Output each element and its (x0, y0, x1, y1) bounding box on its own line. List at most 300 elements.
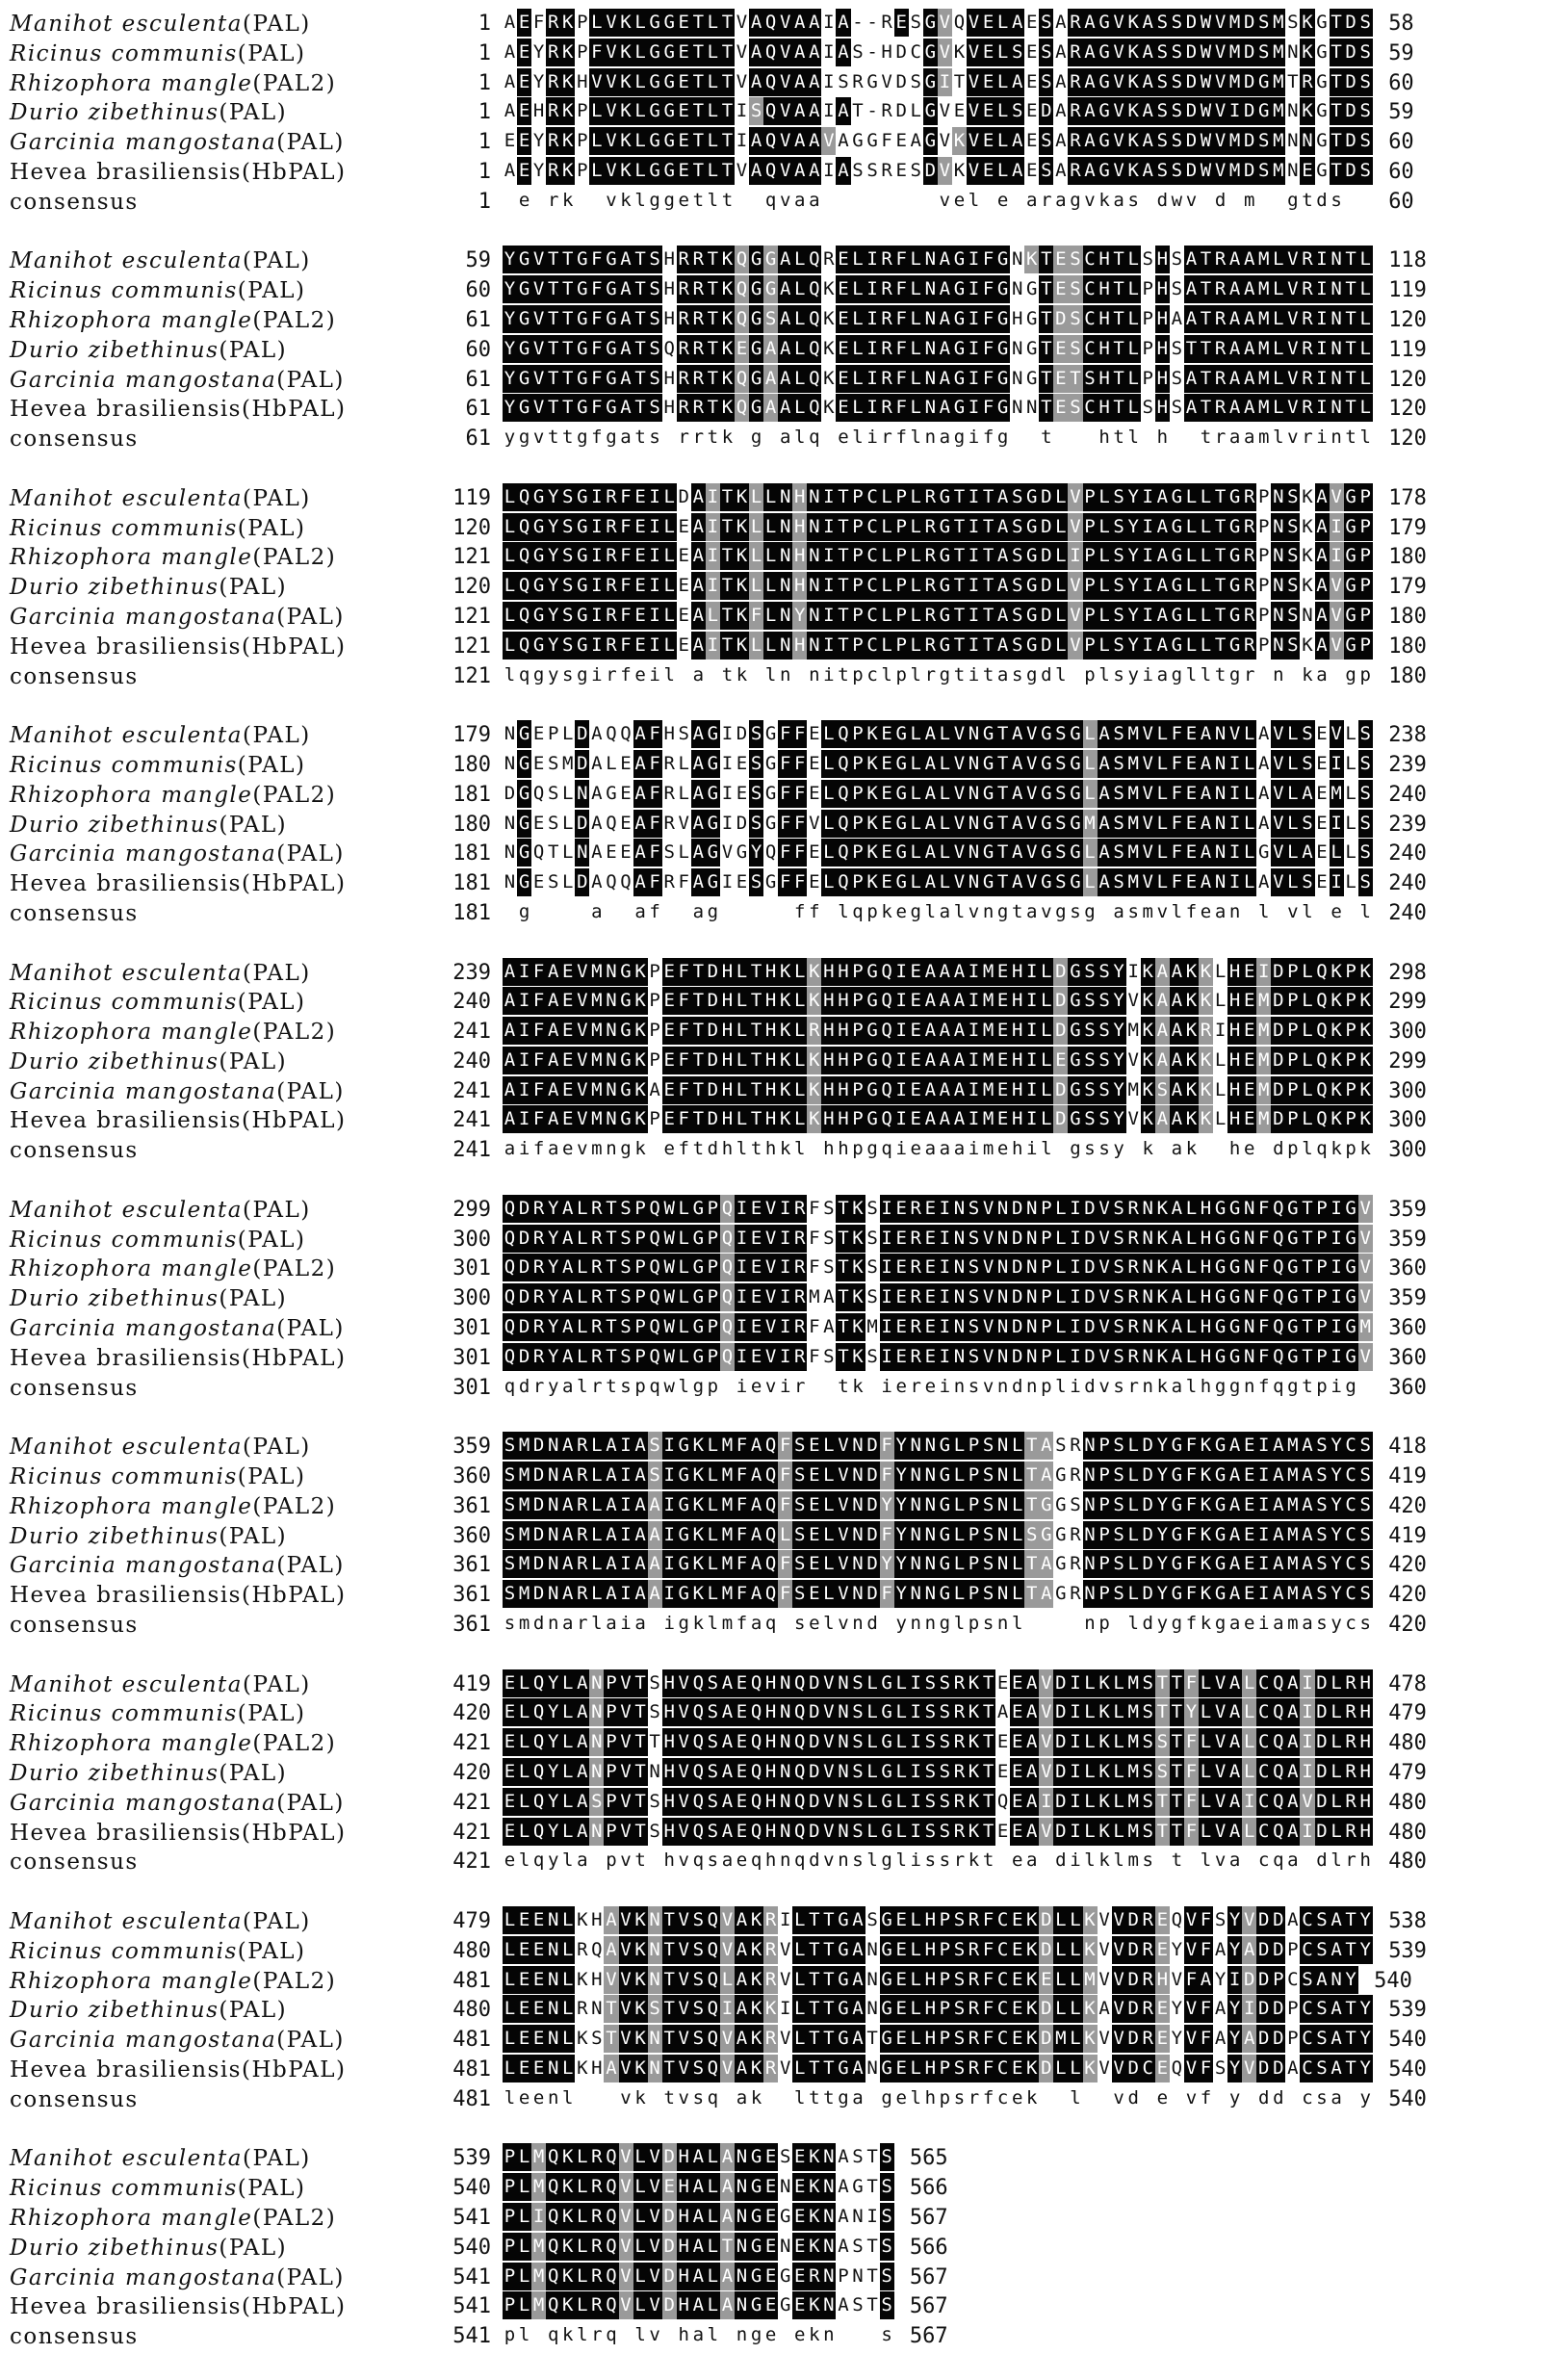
residue: L (503, 483, 517, 511)
residue: A (1083, 68, 1098, 96)
residue: N (648, 1758, 662, 1786)
residue: G (604, 275, 618, 303)
residue: I (720, 810, 735, 838)
residue: D (575, 810, 589, 838)
residue: S (503, 1521, 517, 1549)
residue: A (633, 868, 648, 896)
gene-tag: (PAL) (276, 367, 345, 393)
residue: E (894, 1966, 909, 1994)
residue: A (1227, 1462, 1242, 1489)
residue: E (1010, 1669, 1024, 1697)
residue: L (706, 127, 720, 155)
residue: E (531, 720, 546, 748)
residue: E (517, 2025, 531, 2053)
residue: E (1010, 1995, 1024, 2023)
residue: L (575, 1343, 589, 1371)
species-name (10, 1080, 345, 1103)
consensus-residue (1256, 187, 1271, 215)
residue: T (1344, 335, 1358, 363)
residue: E (981, 127, 995, 155)
residue: S (1068, 275, 1082, 303)
residue: Y (1170, 1995, 1184, 2023)
residue: K (691, 1580, 706, 1608)
residue: T (851, 97, 865, 125)
residue: M (1256, 305, 1271, 333)
residue: L (575, 2143, 589, 2171)
residue: A (1300, 839, 1314, 867)
residue: S (1155, 9, 1170, 37)
residue: D (1010, 1283, 1024, 1311)
residue: K (1155, 1313, 1170, 1341)
residue: E (749, 1313, 763, 1341)
sequence-row (10, 1490, 1545, 1520)
residue: T (720, 39, 735, 66)
residue: E (517, 1906, 531, 1934)
residue: P (633, 1343, 648, 1371)
residue: G (894, 780, 909, 808)
residue-track (503, 1728, 1373, 1756)
residue: T (1330, 157, 1344, 185)
residue: F (1184, 1788, 1199, 1816)
residue: H (923, 2025, 938, 2053)
residue: R (604, 542, 618, 570)
residue: Q (807, 305, 821, 333)
residue: K (807, 2203, 821, 2231)
residue: E (880, 810, 894, 838)
consensus-residue (735, 187, 749, 215)
residue: A (923, 1017, 938, 1045)
residue: P (894, 542, 909, 570)
residue: S (619, 1343, 633, 1371)
residue: L (1184, 1283, 1199, 1311)
residue: A (1256, 780, 1271, 808)
residue: A (633, 810, 648, 838)
consensus-residue: s (1098, 1138, 1110, 1160)
residue: A (1300, 1491, 1314, 1519)
residue: A (589, 780, 604, 808)
residue: S (1170, 246, 1184, 273)
alignment-block (10, 245, 1545, 453)
residue: D (1083, 1195, 1098, 1223)
residue: K (1184, 958, 1199, 986)
residue: D (1010, 1343, 1024, 1371)
end-position: 240 (1388, 871, 1427, 896)
residue: R (952, 1728, 967, 1756)
residue: T (836, 542, 850, 570)
residue: L (1083, 1818, 1098, 1846)
residue: T (720, 157, 735, 185)
residue: H (677, 2173, 691, 2201)
residue: H (1010, 1105, 1024, 1133)
species-name (10, 279, 306, 302)
residue: S (1155, 39, 1170, 66)
residue: D (1126, 1995, 1141, 2023)
species-name (10, 131, 345, 154)
residue: E (894, 1254, 909, 1281)
residue: G (1024, 542, 1039, 570)
residue: L (865, 1669, 880, 1697)
residue-track (503, 483, 1373, 511)
residue: L (1098, 542, 1112, 570)
residue: E (517, 157, 531, 185)
residue: V (619, 2233, 633, 2261)
residue: L (560, 1728, 575, 1756)
residue: N (836, 1669, 850, 1697)
residue: T (807, 1906, 821, 1934)
consensus-residue: q (649, 1375, 660, 1397)
residue: T (1039, 275, 1053, 303)
residue: - (865, 39, 880, 66)
residue: E (923, 1283, 938, 1311)
residue: V (1330, 720, 1344, 748)
start-position: 361 (452, 1583, 491, 1608)
residue: A (938, 958, 952, 986)
residue: P (1271, 1966, 1285, 1994)
residue: E (763, 2263, 778, 2290)
consensus-residue: m (982, 1138, 995, 1160)
residue: N (836, 1758, 850, 1786)
residue: G (1213, 1521, 1227, 1549)
residue: I (589, 513, 604, 541)
gene-tag: (PAL) (276, 1078, 345, 1104)
residue: K (807, 2173, 821, 2201)
residue: P (1083, 513, 1098, 541)
residue: F (807, 1313, 821, 1341)
consensus-residue (1112, 1610, 1126, 1638)
residue: L (995, 39, 1010, 66)
residue: L (1242, 780, 1256, 808)
consensus-residue: l (518, 2324, 530, 2346)
consensus-residue: a (939, 427, 951, 449)
residue: Q (749, 1818, 763, 1846)
residue: L (1010, 1550, 1024, 1578)
consensus-residue: l (707, 1613, 719, 1635)
gene-tag: (PAL) (237, 1227, 306, 1253)
residue: K (1083, 1936, 1098, 1964)
residue: E (763, 2173, 778, 2201)
residue: A (749, 1462, 763, 1489)
residue: E (909, 1105, 923, 1133)
residue: L (1285, 780, 1300, 808)
residue: R (691, 275, 706, 303)
residue: K (1024, 1966, 1039, 1994)
residue: A (589, 720, 604, 748)
residue: M (1126, 1076, 1141, 1104)
residue: N (575, 780, 589, 808)
residue: K (1098, 1758, 1112, 1786)
sequence-row (10, 571, 1545, 601)
residue-track (503, 1105, 1373, 1133)
species-genus: Rhizophora mangle (10, 70, 253, 96)
residue: T (1170, 1669, 1184, 1697)
residue: Q (604, 2263, 618, 2290)
residue: V (778, 127, 792, 155)
residue: Q (503, 1254, 517, 1281)
residue: Q (1170, 2055, 1184, 2082)
residue: A (1010, 868, 1024, 896)
residue: L (821, 720, 836, 748)
residue: T (604, 1995, 618, 2023)
residue: T (691, 1047, 706, 1074)
residue: I (662, 1521, 677, 1549)
residue: T (691, 1105, 706, 1133)
residue: K (1141, 1105, 1155, 1133)
residue: D (517, 1343, 531, 1371)
residue: K (1126, 127, 1141, 155)
residue: G (865, 1105, 880, 1133)
residue: K (1184, 1076, 1199, 1104)
residue: K (1358, 1076, 1373, 1104)
consensus-residue: q (794, 1850, 806, 1872)
residue: V (778, 157, 792, 185)
residue: H (763, 1728, 778, 1756)
consensus-residue: l (678, 1375, 689, 1397)
residue: P (894, 572, 909, 600)
residue: P (1285, 958, 1300, 986)
consensus-residue (1199, 187, 1213, 215)
residue: T (1170, 1818, 1184, 1846)
residue: K (619, 68, 633, 96)
consensus-end: 480 (1388, 1850, 1427, 1875)
residue: D (531, 1521, 546, 1549)
residue: Q (1315, 1105, 1330, 1133)
residue: V (1285, 246, 1300, 273)
residue: L (1126, 275, 1141, 303)
residue: Q (792, 1788, 807, 1816)
residue: D (531, 1491, 546, 1519)
residue: A (1227, 1698, 1242, 1726)
species-name (10, 1287, 287, 1310)
consensus-residue (1184, 1847, 1199, 1875)
residue: E (531, 750, 546, 778)
species-genus: Durio zibethinus (10, 1998, 220, 2024)
residue: L (706, 1550, 720, 1578)
residue: G (981, 868, 995, 896)
residue: T (1344, 246, 1358, 273)
consensus-end: 300 (1388, 1138, 1427, 1163)
residue: D (1315, 1758, 1330, 1786)
residue: E (909, 1076, 923, 1104)
residue: R (952, 1669, 967, 1697)
residue: N (1271, 602, 1285, 630)
consensus-residue: e (1330, 900, 1342, 922)
consensus-residue (778, 898, 792, 926)
consensus-residue: r (1302, 427, 1313, 449)
consensus-residue: d (1142, 1613, 1153, 1635)
residue: L (880, 572, 894, 600)
consensus-residue: n (996, 1375, 1009, 1397)
residue: D (531, 1550, 546, 1578)
residue: S (981, 1491, 995, 1519)
residue: R (546, 97, 560, 125)
end-position: 360 (1388, 1316, 1427, 1341)
end-position: 540 (1374, 1968, 1412, 1993)
residue: L (604, 750, 618, 778)
consensus-residue (648, 2084, 662, 2112)
residue: V (1141, 750, 1155, 778)
species-name (10, 2147, 311, 2170)
residue: M (1271, 39, 1285, 66)
residue: T (720, 97, 735, 125)
residue: L (633, 157, 648, 185)
residue: Q (648, 1254, 662, 1281)
residue: Y (894, 1580, 909, 1608)
residue: V (821, 1758, 836, 1786)
residue: T (1024, 1462, 1039, 1489)
residue: A (648, 1491, 662, 1519)
residue: S (1256, 127, 1271, 155)
consensus-residue: y (1113, 1138, 1124, 1160)
residue: S (880, 2173, 894, 2201)
gene-tag: (PAL) (243, 1435, 311, 1461)
residue: G (1213, 1283, 1227, 1311)
residue: G (1024, 483, 1039, 511)
residue: Q (604, 2143, 618, 2171)
residue: M (517, 1491, 531, 1519)
residue: S (967, 1254, 981, 1281)
consensus-residue (1256, 661, 1271, 689)
residue-track (503, 246, 1373, 273)
consensus-residue: m (1287, 1613, 1299, 1635)
consensus-residue: e (1243, 1613, 1255, 1635)
residue: I (1141, 483, 1155, 511)
consensus-residue: p (707, 1375, 719, 1397)
residue: S (923, 1698, 938, 1726)
consensus-residue: v (577, 1138, 588, 1160)
residue: D (1083, 1343, 1098, 1371)
residue: K (865, 839, 880, 867)
residue: Q (763, 1580, 778, 1608)
residue: A (546, 958, 560, 986)
residue: A (1285, 1728, 1300, 1756)
residue: E (1315, 839, 1330, 867)
residue: R (880, 335, 894, 363)
consensus-residue: i (1026, 1138, 1038, 1160)
consensus-residue (865, 2084, 880, 2112)
residue: K (1083, 2025, 1098, 2053)
residue-track (503, 1313, 1373, 1341)
residue-track (503, 2143, 894, 2171)
residue: D (1010, 1225, 1024, 1253)
residue: W (1199, 68, 1213, 96)
residue: L (1213, 1047, 1227, 1074)
residue: T (981, 1818, 995, 1846)
residue: P (604, 1818, 618, 1846)
residue: V (677, 810, 691, 838)
residue: V (821, 1788, 836, 1816)
sequence-row (10, 1016, 1545, 1046)
residue: E (531, 1966, 546, 1994)
species-name (10, 1050, 287, 1074)
residue: A (923, 868, 938, 896)
residue: A (778, 335, 792, 363)
residue: I (880, 1225, 894, 1253)
end-position: 239 (1388, 752, 1427, 777)
residue: L (677, 1225, 691, 1253)
consensus-residue: a (1026, 900, 1038, 922)
residue: L (735, 1076, 749, 1104)
species-genus: Ricinus communis (10, 1227, 238, 1253)
species-name (10, 1702, 306, 1725)
residue: G (619, 1017, 633, 1045)
residue: D (1256, 1995, 1271, 2023)
consensus-residue: l (852, 427, 864, 449)
consensus-residue: g (1228, 663, 1241, 686)
residue: K (575, 2025, 589, 2053)
residue: A (1285, 1906, 1300, 1934)
residue: V (967, 39, 981, 66)
consensus-residue: l (707, 2324, 719, 2346)
residue: A (1024, 1728, 1039, 1756)
residue: F (778, 1462, 792, 1489)
residue: V (952, 868, 967, 896)
residue-track (503, 157, 1373, 185)
residue: V (1358, 1343, 1373, 1371)
residue: Q (792, 1818, 807, 1846)
residue: I (517, 987, 531, 1015)
consensus-residue: k (750, 2086, 762, 2108)
residue: V (677, 2025, 691, 2053)
consensus-residue (1039, 1847, 1053, 1875)
gene-tag: (PAL) (219, 1998, 288, 2024)
consensus-residue (851, 2321, 865, 2349)
residue: W (1199, 127, 1213, 155)
residue: Q (1170, 1906, 1184, 1934)
residue: N (967, 810, 981, 838)
residue: L (1083, 868, 1098, 896)
residue: V (1112, 127, 1126, 155)
residue: A (1155, 987, 1170, 1015)
residue: V (1358, 1254, 1373, 1281)
start-position: 180 (452, 752, 491, 777)
residue: I (1068, 1283, 1082, 1311)
consensus-residue: k (634, 2086, 646, 2108)
residue: A (1315, 632, 1330, 660)
residue: V (1271, 750, 1285, 778)
residue: G (1315, 97, 1330, 125)
consensus-residue: t (562, 427, 574, 449)
residue: G (517, 780, 531, 808)
residue: D (517, 1195, 531, 1223)
residue: H (792, 542, 807, 570)
residue: V (619, 2263, 633, 2290)
residue: T (604, 2025, 618, 2053)
residue: A (1256, 810, 1271, 838)
residue: P (1039, 1225, 1053, 1253)
residue: H (1098, 305, 1112, 333)
residue: H (821, 987, 836, 1015)
residue: T (1213, 483, 1227, 511)
end-position: 118 (1388, 248, 1427, 273)
residue: A (720, 1698, 735, 1726)
residue: G (604, 335, 618, 363)
residue: S (648, 275, 662, 303)
residue: G (749, 335, 763, 363)
residue: N (851, 2263, 865, 2290)
end-position: 360 (1388, 1345, 1427, 1370)
residue: E (807, 868, 821, 896)
consensus-residue: i (736, 1375, 748, 1397)
residue: S (1141, 1818, 1155, 1846)
residue: T (706, 335, 720, 363)
residue: Q (807, 275, 821, 303)
residue: L (909, 810, 923, 838)
residue: L (503, 513, 517, 541)
residue: A (1155, 1017, 1170, 1045)
residue: V (778, 97, 792, 125)
start-position: 59 (465, 248, 491, 273)
residue: D (1039, 97, 1053, 125)
